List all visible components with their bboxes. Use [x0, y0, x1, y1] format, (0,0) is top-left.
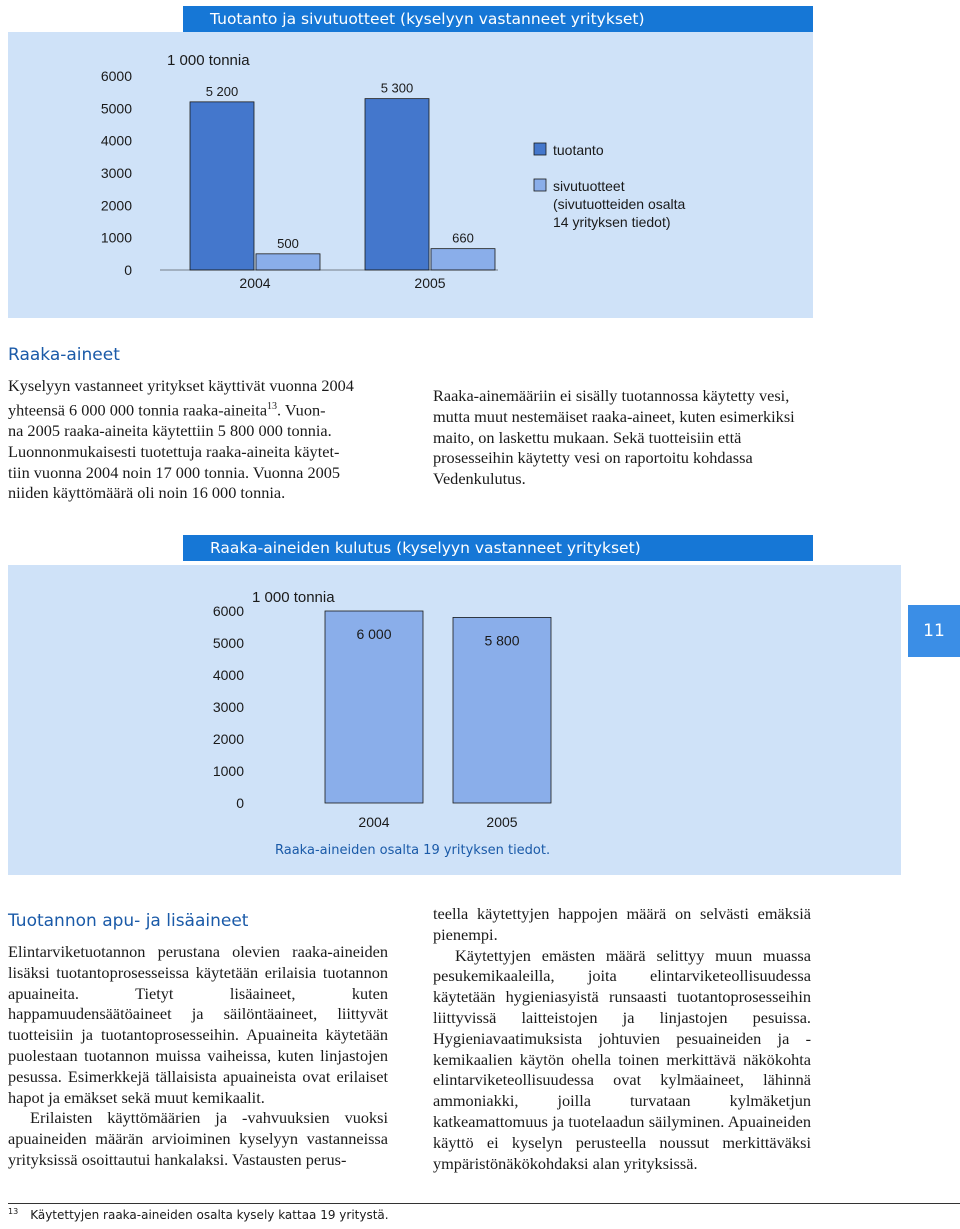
- bar-byproducts-2004: [256, 254, 320, 270]
- bar-byproducts-2005: [431, 249, 495, 270]
- y-tick-label: 6000: [100, 68, 132, 84]
- x-tick-label: 2004: [358, 814, 390, 830]
- y-tick-label: 1000: [100, 229, 132, 246]
- bar-value-label: 6 000: [356, 626, 392, 642]
- text-line: yhteensä 6 000 000 tonnia raaka-aineita$^{13}$. Vuon-: [8, 400, 326, 420]
- production-chart: [8, 32, 813, 318]
- paragraph: Erilaisten käyttömäärien ja -vahvuuksien vuoksi apuaineiden määrän arvioiminen kyselyyn vastanneissa yrityksissä osoittautui hankalaksi. Vastausten perus-: [8, 1108, 388, 1169]
- x-tick-label: 2004: [239, 275, 271, 291]
- text-line: Kyselyyn vastanneet yritykset käyttivät vuonna 2004: [8, 376, 354, 395]
- apuaineet-right-text: [433, 904, 811, 1174]
- y-tick-label: 6000: [212, 603, 244, 619]
- chart2-y-axis: [213, 603, 244, 811]
- x-tick-label: 2005: [486, 814, 518, 830]
- section-heading-apuaineet: Tuotannon apu- ja lisäaineet: [8, 911, 249, 931]
- y-tick-label: 2000: [100, 197, 132, 214]
- legend-label-byproducts-2: (sivutuotteiden osalta: [553, 196, 686, 212]
- chart2-title: Raaka-aineiden kulutus (kyselyyn vastanneet yritykset): [183, 535, 813, 561]
- chart1-legend: [534, 142, 686, 230]
- y-tick-label: 3000: [212, 699, 244, 715]
- legend-label-production: tuotanto: [553, 142, 604, 158]
- y-tick-label: 5000: [100, 100, 132, 117]
- text-line: niiden käyttömäärä oli noin 16 000 tonnia.: [8, 483, 286, 503]
- chart1-title: Tuotanto ja sivutuotteet (kyselyyn vastanneet yritykset): [183, 6, 813, 32]
- raaka-aineet-right-text: [433, 386, 811, 490]
- bar-production-2004: [190, 102, 254, 270]
- chart2-unit-label: 1 000 tonnia: [252, 589, 335, 606]
- chart2-caption: Raaka-aineiden osalta 19 yrityksen tiedot.: [275, 843, 551, 858]
- y-tick-label: 0: [124, 262, 132, 278]
- raw-materials-chart: [8, 565, 901, 875]
- legend-label-byproducts-1: sivutuotteet: [553, 178, 625, 194]
- text-line: tiin vuonna 2004 noin 17 000 tonnia. Vuonna 2005: [8, 462, 341, 482]
- bar-production-2005: [365, 99, 429, 270]
- text-line: Luonnonmukaisesti tuotettuja raaka-aineita käytet-: [8, 441, 340, 461]
- text-line: na 2005 raaka-aineita käytettiin 5 800 000 tonnia.: [8, 421, 332, 441]
- footnote-ref: 13: [267, 400, 278, 412]
- bar-value-label: 660: [452, 230, 474, 246]
- footnote-text: Käytettyjen raaka-aineiden osalta kysely kattaa 19 yritystä.: [30, 1208, 389, 1222]
- paragraph: Käytettyjen emästen määrä selittyy muun muassa pesukemikaaleilla, joita elintarviketeollisuudessa käytetään hygieniasyistä runsaasti tuotantoprosesseihin liittyvissä laitteistojen ja linjastojen pesuissa. Hygieniavaatimuksista johtuvien pesuaineiden ja -kemikaalien käytön ohella toinen merkittävä näkökohta elintarviketeollisuudessa ovat kylmäaineet, lähinnä ammoniakki, joilla turvataan kylmäketjun katkeamattomuus ja tuotelaadun säilyminen. Apuaineiden käyttö ei kyselyn perusteella noussut merkittäväksi ympäristönäkökohdaksi alan yrityksissä.: [433, 945, 811, 1173]
- y-tick-label: 5000: [212, 635, 244, 651]
- legend-label-byproducts-3: 14 yrityksen tiedot): [553, 214, 671, 230]
- y-tick-label: 4000: [100, 132, 132, 149]
- paragraph: teella käytettyjen happojen määrä on selvästi emäksiä pienempi.: [433, 904, 811, 944]
- x-tick-label: 2005: [414, 275, 446, 291]
- chart1-unit-label: 1 000 tonnia: [167, 52, 250, 69]
- page-number-tab: 11: [908, 605, 960, 657]
- footnote: [8, 1208, 389, 1222]
- footnote-number: 13: [8, 1207, 19, 1216]
- legend-swatch-production: [534, 143, 546, 155]
- chart1-x-axis: [160, 270, 498, 291]
- bar-value-label: 5 300: [380, 80, 414, 96]
- y-tick-label: 0: [236, 795, 244, 811]
- chart2-x-axis: [358, 814, 517, 830]
- legend-swatch-byproducts: [534, 179, 546, 191]
- chart1-y-axis: [101, 68, 132, 278]
- footnote-divider: [8, 1203, 960, 1204]
- bar-value-label: 5 800: [484, 632, 520, 649]
- y-tick-label: 1000: [212, 763, 244, 779]
- raaka-aineet-left-text: [8, 376, 388, 504]
- bar-value-label: 5 200: [205, 83, 239, 99]
- paragraph: Raaka-ainemääriin ei sisälly tuotannossa käytetty vesi, mutta muut nestemäiset raaka-aineet, kuten esimerkiksi maito, on laskettu mukaan. Sekä tuotteisiin että prosesseihin käytetty vesi on raportoitu kohdassa Vedenkulutus.: [433, 386, 795, 489]
- chart2-bars: [325, 611, 551, 803]
- paragraph: Elintarviketuotannon perustana olevien raaka-aineiden lisäksi tuotantoprosesseissa käytetään erilaisia tuotannon apuaineita. Tietyt lisäaineet, kuten happamuudensäätöaineet ja säilöntäaineet, liittyvät tuotteisiin ja tuotantoprosesseihin. Apuaineita käytetään puolestaan tuotannon muissa vaiheissa, kuten linjastojen pesussa. Esimerkkejä tällaisista apuaineista ovat erilaiset hapot ja emäkset sekä muut kemikaalit.: [8, 942, 388, 1107]
- apuaineet-left-text: [8, 942, 388, 1171]
- section-heading-raaka-aineet: Raaka-aineet: [8, 345, 120, 365]
- y-tick-label: 2000: [212, 731, 244, 747]
- y-tick-label: 4000: [212, 667, 244, 683]
- chart1-bars: [190, 81, 495, 270]
- bar-value-label: 500: [277, 235, 299, 251]
- y-tick-label: 3000: [100, 165, 132, 181]
